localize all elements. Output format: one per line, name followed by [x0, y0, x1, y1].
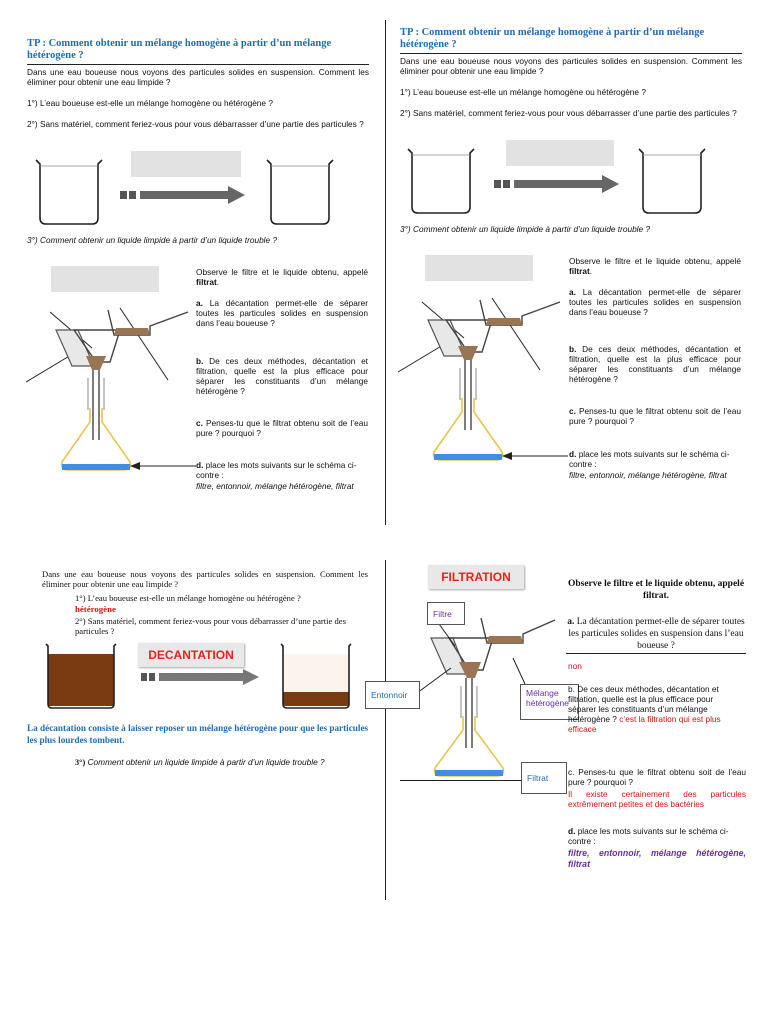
question-c — [196, 418, 368, 438]
label-filtrat: Filtrat — [521, 762, 567, 794]
question-3 — [400, 224, 742, 234]
worksheet-title: TP : Comment obtenir un mélange homogène à partir d’un mélange hétérogène ? — [400, 27, 742, 54]
question-d — [196, 460, 368, 480]
beaker-right-icon — [265, 158, 335, 228]
question-2: 2°) Sans matériel, comment feriez-vous pour vous débarrasser d’une partie des particules ? — [400, 108, 737, 118]
question-3 — [75, 757, 375, 768]
arrow-right-icon — [120, 186, 245, 204]
question-c-label: c. — [569, 406, 576, 416]
beaker-left-icon — [406, 147, 476, 217]
answer-c: Il existe certainement des particules extrêmement petites et des bactéries — [568, 789, 746, 809]
question-b-last-text: hétérogène ? — [568, 714, 617, 724]
column-divider-top — [385, 20, 386, 525]
question-b — [196, 356, 368, 396]
filtration-apparatus-icon — [20, 290, 200, 480]
question-d-label: d. — [569, 449, 577, 459]
label-melange-heterogene: Mélange hétérogène — [520, 684, 579, 720]
question-b-line-4 — [568, 714, 746, 734]
observe-text-main: Observe le filtre et le liquide obtenu, appelé — [196, 267, 368, 277]
question-a-text: La décantation permet-elle de séparer toutes les particules solides en suspension dans l’eau boueuse ? — [568, 617, 745, 651]
question-d-text: place les mots suivants sur le schéma ci-contre : — [196, 460, 357, 480]
question-2: 2°) Sans matériel, comment feriez-vous pour vous débarrasser d’une partie des particules ? — [75, 616, 346, 636]
question-d — [568, 826, 746, 846]
muddy-beaker-icon — [44, 642, 118, 710]
arrow-right-icon — [494, 175, 619, 193]
decantation-banner: DECANTATION — [138, 643, 244, 667]
question-3-number: 3°) — [75, 758, 86, 767]
observe-text: Observe le filtre et le liquide obtenu, appelé filtrat. — [196, 267, 368, 287]
question-d-label: d. — [196, 460, 204, 470]
question-3-text: 3°) Comment obtenir un liquide limpide à partir d’un liquide trouble ? — [27, 235, 278, 245]
word-list: filtre, entonnoir, mélange hétérogène, filtrat — [196, 481, 354, 491]
question-b-line-1: b. De ces deux méthodes, décantation et — [568, 684, 719, 694]
column-divider-bottom — [385, 560, 386, 900]
question-1: 1°) L’eau boueuse est-elle un mélange homogène ou hétérogène ? — [75, 593, 301, 603]
question-b-label: b. — [196, 356, 204, 366]
question-a-text: La décantation permet-elle de séparer toutes les particules solides en suspension dans l’eau boueuse ? — [569, 287, 742, 317]
question-b-line-2: filtration, quelle est la plus efficace pour — [568, 694, 714, 704]
answer-blank-box-2 — [51, 266, 159, 292]
question-1: 1°) L’eau boueuse est-elle un mélange homogène ou hétérogène ? — [27, 98, 273, 108]
answer-1: hétérogène — [75, 604, 116, 614]
question-a-text: La décantation permet-elle de séparer toutes les particules solides en suspension dans l’eau boueuse ? — [196, 298, 369, 328]
intro-text: Dans une eau boueuse nous voyons des particules solides en suspension. Comment les éliminer pour obtenir une eau limpide ? — [42, 569, 368, 589]
question-3-text: 3°) Comment obtenir un liquide limpide à partir d’un liquide trouble ? — [400, 224, 651, 234]
question-3 — [27, 235, 369, 245]
observe-text-main: Observe le filtre et le liquide obtenu, appelé — [569, 256, 741, 266]
beaker-right-icon — [637, 147, 707, 217]
question-c-text: Penses-tu que le filtrat obtenu soit de l’eau pure ? pourquoi ? — [569, 406, 741, 426]
settled-beaker-icon — [279, 642, 353, 710]
answer-a: non — [568, 661, 582, 671]
question-3-text: Comment obtenir un liquide limpide à partir d’un liquide trouble ? — [87, 757, 325, 767]
intro-text: Dans une eau boueuse nous voyons des particules solides en suspension. Comment les éliminer pour obtenir une eau limpide ? — [400, 56, 742, 76]
answer-blank-box — [131, 151, 241, 177]
question-b-text: De ces deux méthodes, décantation et filtration, quelle est la plus efficace pour séparer les constituants d’un mélange hétérogène ? — [196, 356, 368, 396]
question-d-text: place les mots suivants sur le schéma ci-contre : — [569, 449, 730, 469]
question-1: 1°) L’eau boueuse est-elle un mélange homogène ou hétérogène ? — [400, 87, 646, 97]
question-a — [196, 298, 368, 328]
word-list: filtre, entonnoir, mélange hétérogène, filtrat — [569, 470, 727, 480]
question-d — [569, 449, 741, 469]
question-2: 2°) Sans matériel, comment feriez-vous pour vous débarrasser d’une partie des particules ? — [27, 119, 364, 129]
question-a-label: a. — [196, 298, 203, 308]
arrow-right-icon — [141, 669, 259, 685]
filtration-banner: FILTRATION — [428, 565, 524, 589]
observe-text: Observe le filtre et le liquide obtenu, appelé filtrat. — [567, 579, 745, 601]
question-b-text: De ces deux méthodes, décantation et filtration, quelle est la plus efficace pour séparer les constituants d’un mélange hétérogène ? — [569, 344, 741, 384]
answer-b: c’est la filtration qui est plus efficace — [568, 714, 721, 734]
label-filtre: Filtre — [427, 602, 465, 625]
label-entonnoir: Entonnoir — [365, 681, 420, 709]
question-c-label: c. — [196, 418, 203, 428]
observe-text-bold: filtrat — [569, 266, 590, 276]
decantation-definition: La décantation consiste à laisser reposer un mélange hétérogène pour que les particules les plus lourdes tombent. — [27, 723, 369, 745]
question-b-label: b. — [569, 344, 577, 354]
question-a — [566, 616, 746, 654]
beaker-left-icon — [34, 158, 104, 228]
question-c — [569, 406, 741, 426]
worksheet-title: TP : Comment obtenir un mélange homogène à partir d’un mélange hétérogène ? — [27, 38, 369, 65]
question-b — [569, 344, 741, 384]
word-list: filtre, entonnoir, mélange hétérogène, filtrat — [568, 848, 746, 869]
observe-text: Observe le filtre et le liquide obtenu, appelé filtrat. — [569, 256, 741, 276]
question-d-label: d. — [568, 826, 576, 836]
answer-blank-box — [506, 140, 614, 166]
filtration-apparatus-icon — [392, 280, 572, 470]
intro-text: Dans une eau boueuse nous voyons des particules solides en suspension. Comment les éliminer pour obtenir une eau limpide ? — [27, 67, 369, 87]
answer-blank-box-2 — [425, 255, 533, 281]
question-a-label: a. — [569, 287, 576, 297]
observe-text-bold: filtrat — [196, 277, 217, 287]
question-a — [569, 287, 741, 317]
question-d-text: place les mots suivants sur le schéma ci-contre : — [568, 826, 729, 846]
question-b-line-3: séparer les constituants d’un mélange — [568, 704, 708, 714]
question-c: c. Penses-tu que le filtrat obtenu soit de l’eau pure ? pourquoi ? — [568, 767, 746, 787]
question-c-text: Penses-tu que le filtrat obtenu soit de l’eau pure ? pourquoi ? — [196, 418, 368, 438]
question-b — [568, 684, 746, 734]
question-a-label: a. — [567, 617, 575, 627]
